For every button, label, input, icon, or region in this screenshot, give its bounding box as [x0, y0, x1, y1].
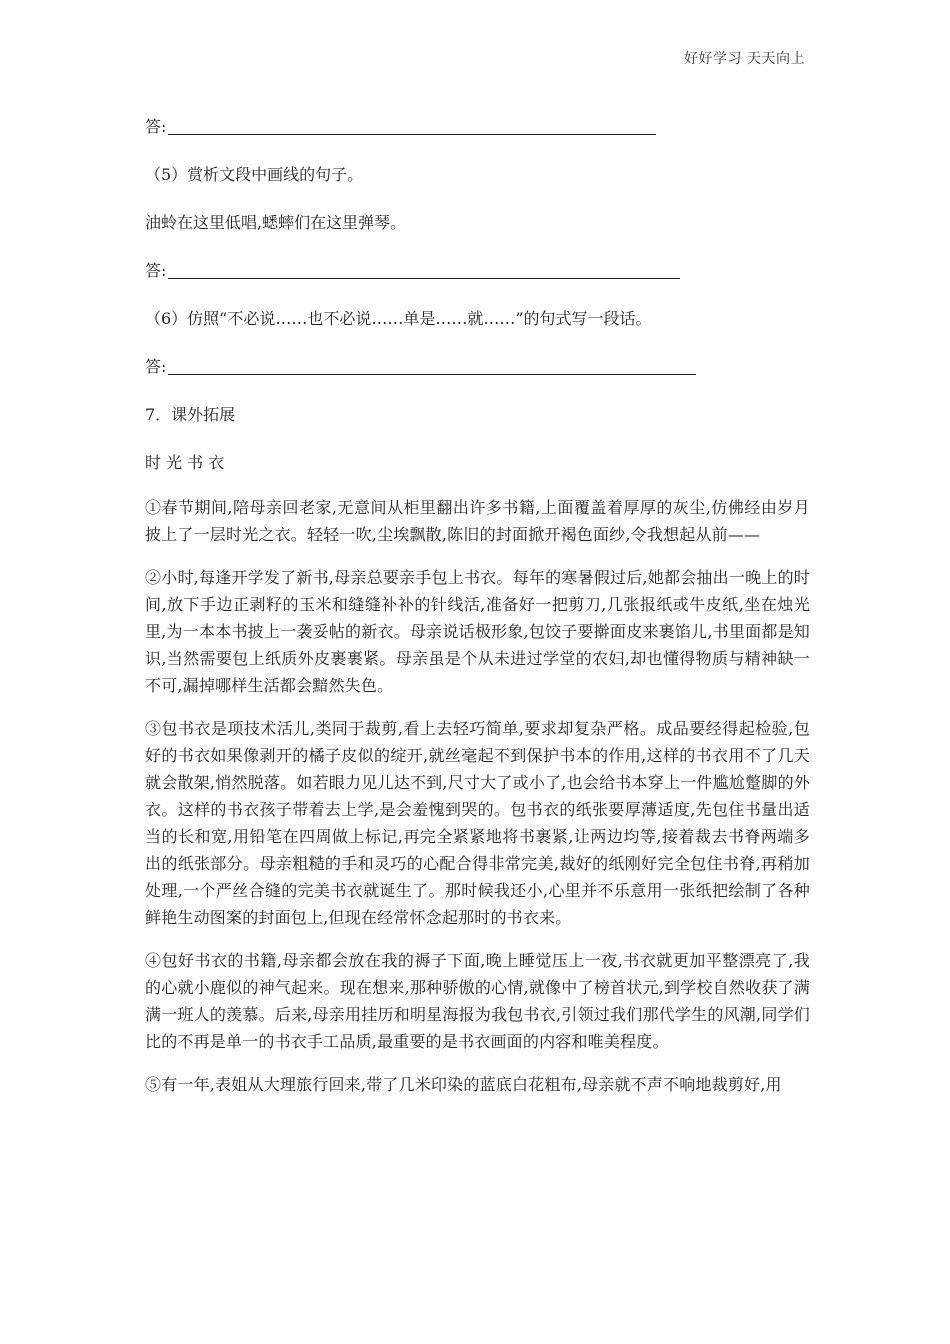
article-paragraph-5: ⑤有一年,表姐从大理旅行回来,带了几米印染的蓝底白花粗布,母亲就不声不响地裁剪好,用 — [145, 1075, 782, 1094]
answer-label: 答: — [145, 117, 167, 136]
answer-label: 答: — [145, 357, 167, 376]
question-6-prompt: （6）仿照“不必说……也不必说……单是……就……”的句式写一段话。 — [145, 309, 652, 328]
answer-blank[interactable] — [168, 277, 680, 279]
article-paragraph-1: ①春节期间,陪母亲回老家,无意间从柜里翻出许多书籍,上面覆盖着厚厚的灰尘,仿佛经由岁月披上了一层时光之衣。轻轻一吹,尘埃飘散,陈旧的封面掀开褐色面纱,令我想起从前—— — [145, 498, 810, 544]
answer-blank[interactable] — [168, 373, 696, 375]
question-5-prompt: （5）赏析文段中画线的句子。 — [145, 165, 364, 184]
answer-line-q4 — [145, 112, 810, 142]
article-paragraph-3: ③包书衣是项技术活儿,类同于裁剪,看上去轻巧简单,要求却复杂严格。成品要经得起检验,包好的书衣如果像剥开的橘子皮似的绽开,就丝毫起不到保护书本的作用,这样的书衣用不了几天就会散架,悄然脱落。如若眼力见儿达不到,尺寸大了或小了,也会给书本穿上一件尴尬蹩脚的外衣。这样的书衣孩子带着去上学,是会羞愧到哭的。包书衣的纸张要厚薄适度,先包住书量出适当的长和宽,用铅笔在四周做上标记,再完全紧紧地将书裹紧,让两边均等,接着裁去书脊两端多出的纸张部分。母亲粗糙的手和灵巧的心配合得非常完美,裁好的纸刚好完全包住书脊,再稍加处理,一个严丝合缝的完美书衣就诞生了。那时候我还小,心里并不乐意用一张纸把绘制了各种鲜艳生动图案的封面包上,但现在经常怀念起那时的书衣来。 — [145, 719, 810, 927]
answer-line-q5 — [145, 256, 810, 286]
article-paragraph-4: ④包好书衣的书籍,母亲都会放在我的褥子下面,晚上睡觉压上一夜,书衣就更加平整漂亮了,我的心就小鹿似的神气起来。现在想来,那种骄傲的心情,就像中了榜首状元,到学校自然收获了满满一班人的羡慕。后来,母亲用挂历和明星海报为我包书衣,引领过我们那代学生的风潮,同学们比的不再是单一的书衣手工品质,最重要的是书衣画面的内容和唯美程度。 — [145, 951, 810, 1051]
answer-line-q6 — [145, 352, 810, 382]
answer-label: 答: — [145, 261, 167, 280]
worksheet-content — [145, 112, 810, 1098]
section-7-title: 7．课外拓展 — [145, 405, 236, 424]
answer-blank[interactable] — [168, 133, 656, 135]
article-paragraph-2: ②小时,每逢开学发了新书,母亲总要亲手包上书衣。每年的寒暑假过后,她都会抽出一晚上的时间,放下手边正剥籽的玉米和缝缝补补的针线活,准备好一把剪刀,几张报纸或牛皮纸,坐在烛光里,为一本本书披上一袭妥帖的新衣。母亲说话极形象,包饺子要擀面皮来裹馅儿,书里面都是知识,当然需要包上纸质外皮裹裹紧。母亲虽是个从未进过学堂的农妇,却也懂得物质与精神缺一不可,漏掉哪样生活都会黯然失色。 — [145, 568, 810, 695]
article-title: 时 光 书 衣 — [145, 453, 225, 472]
question-5-sentence: 油蛉在这里低唱,蟋蟀们在这里弹琴。 — [145, 213, 407, 232]
page-header: 好好学习 天天向上 — [684, 51, 805, 67]
